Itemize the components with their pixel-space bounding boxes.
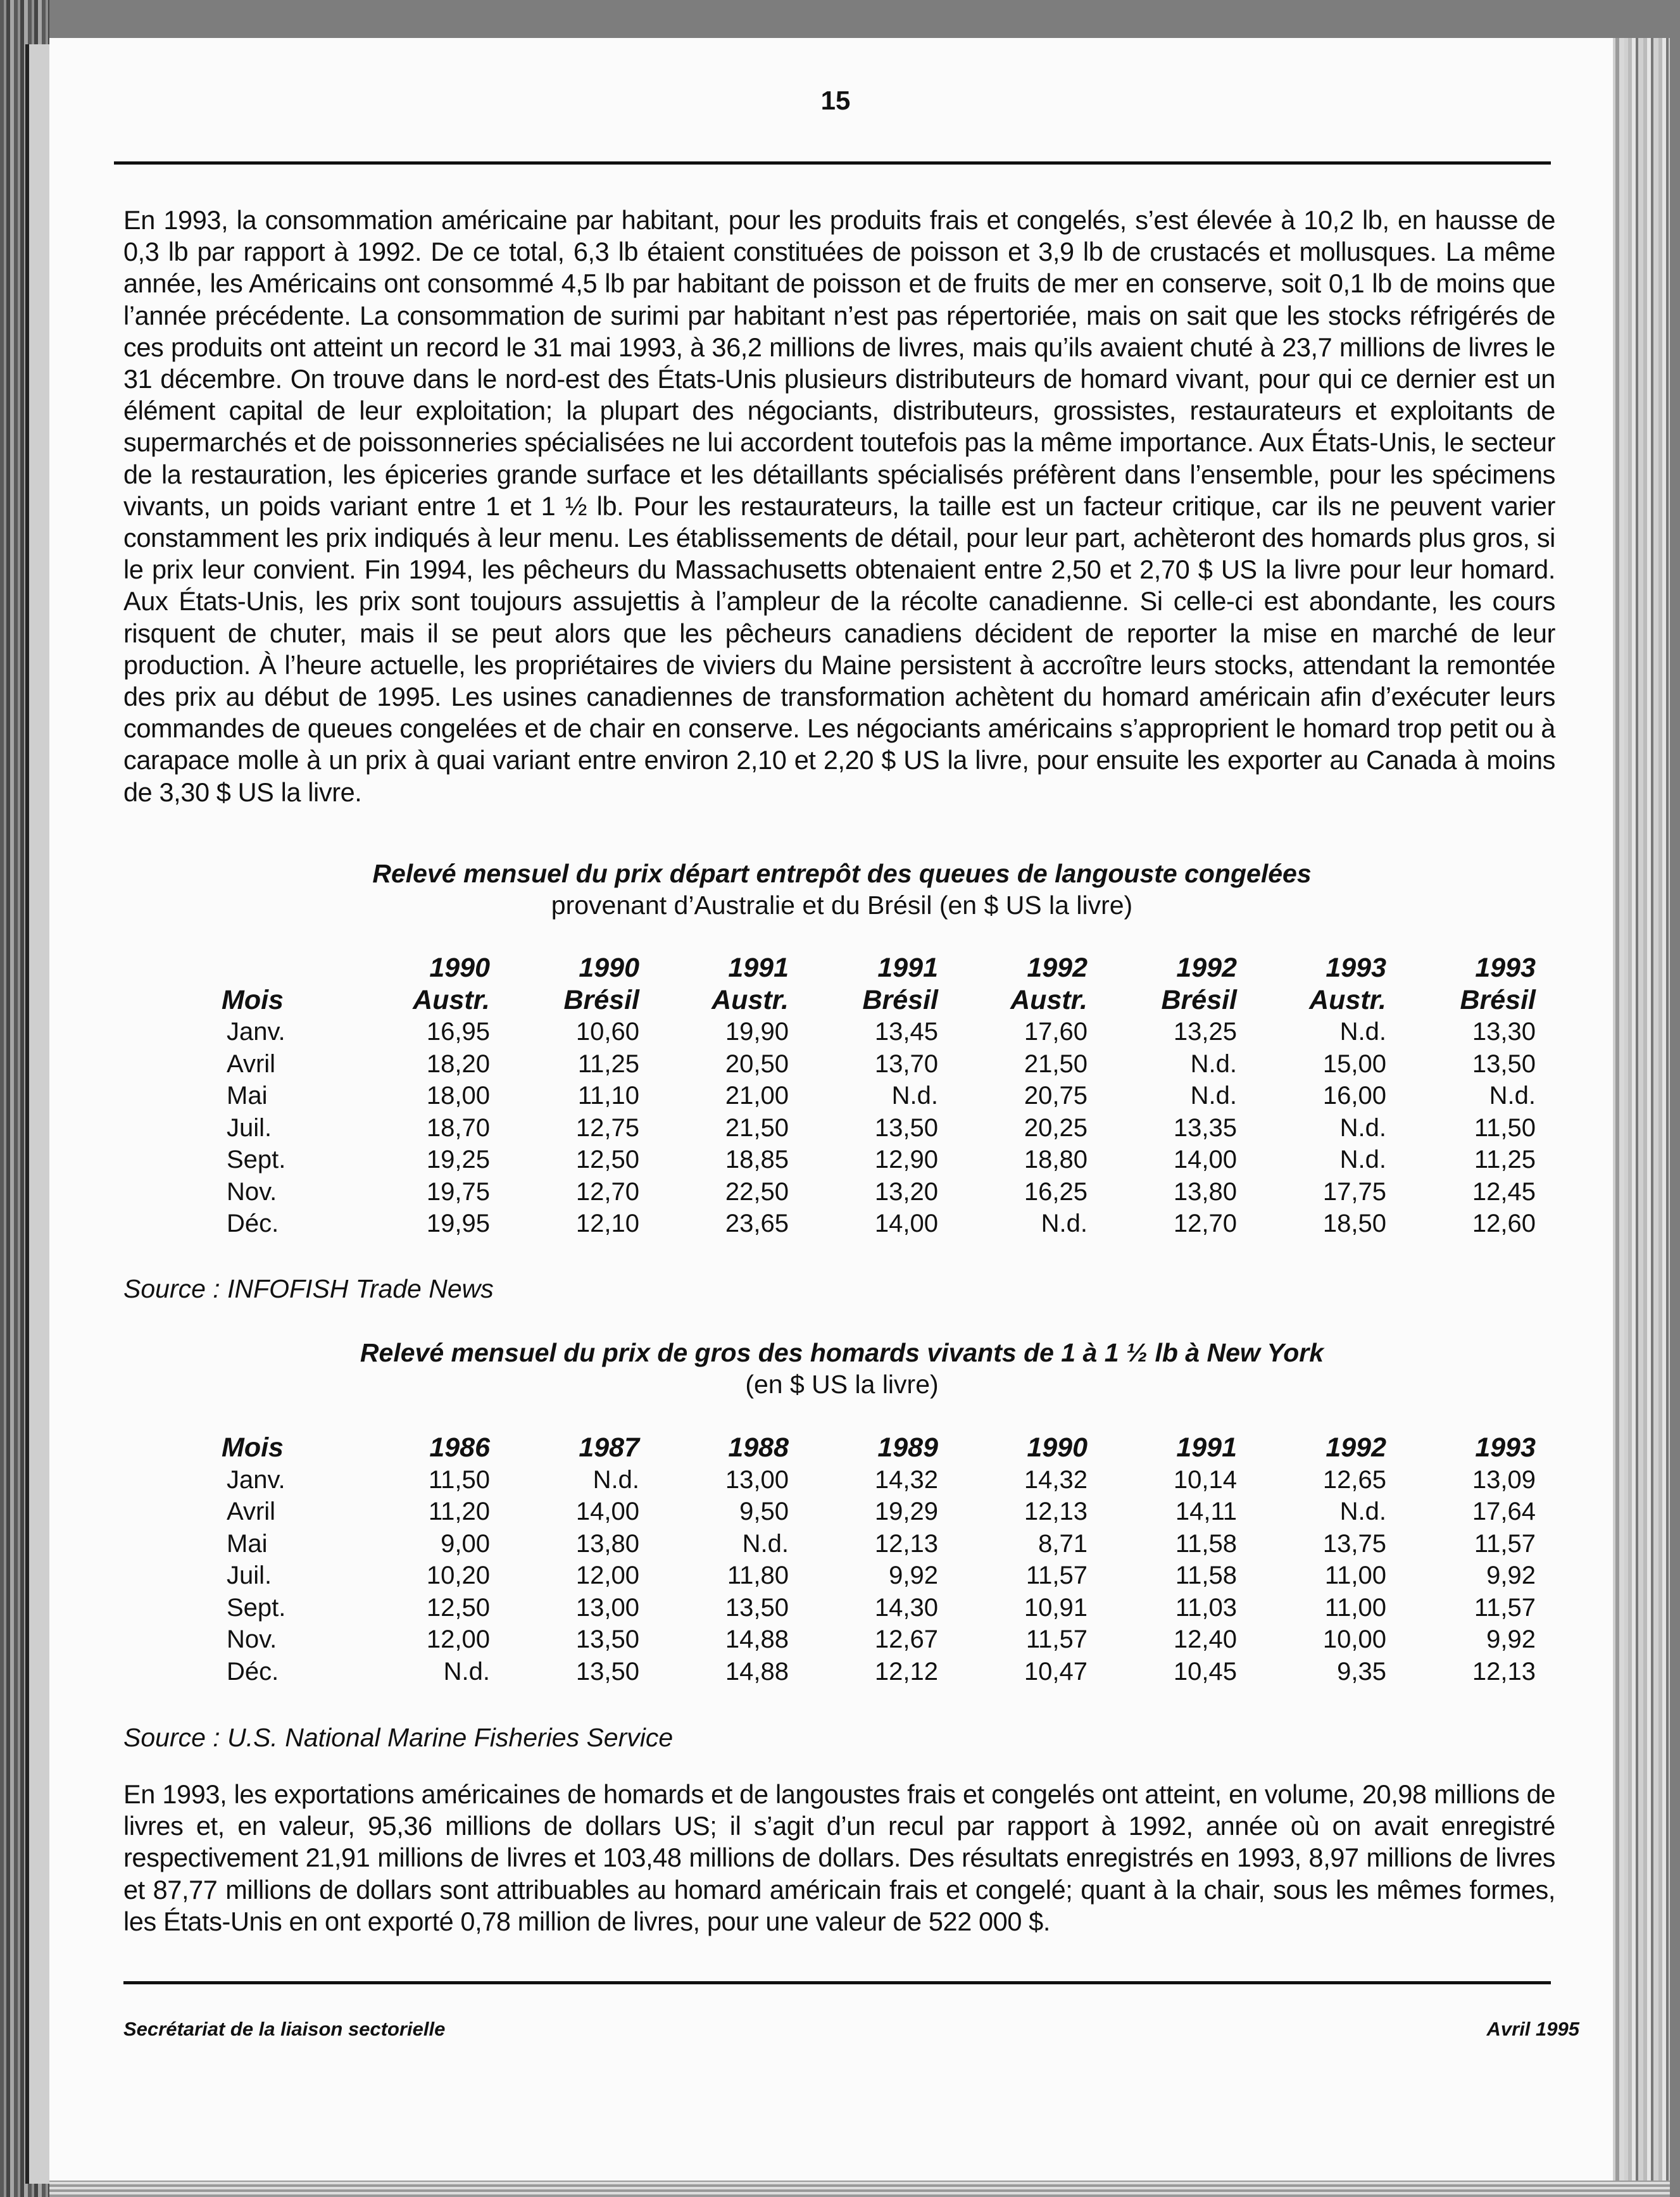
price-cell: 11,57 <box>1025 1562 1088 1589</box>
price-cell: 13,20 <box>874 1177 938 1206</box>
year-header: 1993 <box>1475 953 1536 983</box>
table-1-origin-row <box>222 984 1536 1017</box>
price-cell: N.d. <box>1339 1113 1386 1142</box>
year-header: 1988 <box>728 1432 789 1463</box>
table-1-caption <box>127 858 1557 921</box>
price-cell: 20,25 <box>1024 1113 1088 1142</box>
price-cell: N.d. <box>1041 1210 1088 1237</box>
footer-rule <box>123 1981 1551 1984</box>
table-row <box>222 1464 1536 1496</box>
origin-header: Brésil <box>563 984 639 1015</box>
price-cell: 11,00 <box>1324 1562 1386 1589</box>
price-cell: N.d. <box>1339 1498 1386 1525</box>
year-header: 1991 <box>1176 1432 1237 1463</box>
table-1-year-row <box>222 952 1536 984</box>
price-cell: 14,88 <box>725 1625 789 1653</box>
origin-header: Brésil <box>1460 984 1536 1015</box>
price-cell: 12,90 <box>874 1146 938 1174</box>
table-row <box>222 1080 1536 1112</box>
month-cell: Sept. <box>227 1593 286 1622</box>
month-cell: Sept. <box>227 1146 286 1174</box>
price-cell: 10,20 <box>426 1562 490 1589</box>
price-cell: 12,50 <box>575 1146 639 1174</box>
page-number: 15 <box>820 85 851 115</box>
price-cell: 8,71 <box>1038 1529 1088 1558</box>
price-cell: 13,80 <box>1173 1177 1237 1206</box>
price-cell: 11,25 <box>577 1049 639 1078</box>
table-row <box>222 1624 1536 1656</box>
price-cell: 11,57 <box>1474 1593 1536 1622</box>
price-cell: 19,25 <box>426 1146 490 1174</box>
price-cell: 9,50 <box>739 1498 789 1525</box>
price-cell: 13,35 <box>1173 1113 1237 1142</box>
price-cell: 21,50 <box>1024 1049 1088 1078</box>
table-row <box>222 1592 1536 1624</box>
price-cell: 13,45 <box>874 1018 938 1046</box>
table-row <box>222 1528 1536 1560</box>
table-2-header-row <box>222 1432 1536 1464</box>
month-cell: Juil. <box>227 1562 272 1589</box>
year-header: 1986 <box>429 1432 490 1463</box>
price-cell: 12,40 <box>1173 1625 1237 1653</box>
origin-header: Austr. <box>413 984 490 1015</box>
price-cell: 11,03 <box>1175 1593 1237 1622</box>
price-cell: 18,80 <box>1024 1146 1088 1174</box>
price-cell: 12,67 <box>874 1625 938 1653</box>
price-cell: 16,25 <box>1024 1177 1088 1206</box>
table-row <box>222 1208 1536 1240</box>
price-cell: 22,50 <box>725 1177 789 1206</box>
page-bottom-edge <box>49 2181 1670 2197</box>
price-cell: N.d. <box>891 1082 938 1110</box>
price-cell: 9,92 <box>1486 1625 1536 1653</box>
price-cell: 11,50 <box>1474 1113 1536 1142</box>
footer-organization: Secrétariat de la liaison sectorielle <box>123 2018 446 2040</box>
price-cell: 10,14 <box>1173 1465 1237 1494</box>
month-cell: Janv. <box>227 1018 285 1046</box>
price-cell: 13,50 <box>575 1625 639 1653</box>
month-cell: Mai <box>227 1529 268 1558</box>
origin-header: Brésil <box>862 984 938 1015</box>
price-cell: N.d. <box>1190 1082 1237 1110</box>
price-cell: 12,60 <box>1472 1210 1536 1237</box>
price-cell: 19,95 <box>426 1210 490 1237</box>
price-cell: 11,80 <box>727 1562 789 1589</box>
year-header: 1992 <box>1027 953 1088 983</box>
price-cell: 12,00 <box>575 1562 639 1589</box>
price-cell: 18,00 <box>426 1082 490 1110</box>
price-cell: 10,00 <box>1322 1625 1386 1653</box>
paragraph-consumption: En 1993, la consommation américaine par habitant, pour les produits frais et congelés, s’est élevée à 10,2 lb, en hausse de 0,3 lb par rapport à 1992. De ce total, 6,3 lb étaient constituées de poisson et 3,9 lb de crustacés et mollusques. La même année, les Américains ont consommé 4,5 lb par habitant de poisson et de fruits de mer en conserve, soit 0,1 lb de moins que l’année précédente. La consommation de surimi par habitant n’est pas répertoriée, mais on sait que les stocks réfrigérés de ces produits ont atteint un record le 31 mai 1993, à 36,2 millions de livres, mais qu’ils avaient chuté à 23,7 millions de livres le 31 décembre. On trouve dans le nord-est des États-Unis plusieurs distributeurs de homard vivant, pour qui ce dernier est un élément capital de leur exploitation; la plupart des négociants, distributeurs, grossistes, restaurateurs et exploitants de supermarchés et de poissonneries spécialisées ne lui accordent toutefois pas la même importance. Aux États-Unis, le secteur de la restauration, les épiceries grande surface et les détaillants spécialisés préfèrent dans l’ensemble, pour les spécimens vivants, un poids variant entre 1 et 1 ½ lb. Pour les restaurateurs, la taille est un facteur critique, car ils ne peuvent varier constamment les prix indiqués à leur menu. Les établissements de détail, pour leur part, achèteront des homards plus gros, si le prix leur convient. Fin 1994, les pêcheurs du Massachusetts obtenaient entre 2,50 et 2,70 $ US la livre pour leur homard. Aux États-Unis, les prix sont toujours assujettis à l’ampleur de la récolte canadienne. Si celle-ci est abondante, les cours risquent de chuter, mais il se peut alors que les pêcheurs canadiens décident de reporter la mise en marché de leur production. À l’heure actuelle, les propriétaires de viviers du Maine persistent à accroître leurs stocks, attendant la remontée des prix au début de 1995. Les usines canadiennes de transformation achètent du homard américain afin d’exécuter leurs commandes de queues congelées et de chair en conserve. Les négociants américains s’approprient le homard trop petit ou à carapace molle à un prix à quai variant entre environ 2,10 et 2,20 $ US la livre, pour ensuite les exporter au Canada à moins de 3,30 $ US la livre. <box>123 205 1555 807</box>
price-cell: 19,29 <box>874 1498 938 1525</box>
month-cell: Avril <box>227 1498 276 1525</box>
price-cell: 13,25 <box>1173 1018 1237 1046</box>
table-2-caption <box>127 1337 1557 1400</box>
price-cell: N.d. <box>1339 1146 1386 1174</box>
price-cell: 13,00 <box>725 1465 789 1494</box>
price-cell: 14,00 <box>575 1498 639 1525</box>
price-cell: 12,70 <box>575 1177 639 1206</box>
price-cell: 14,00 <box>874 1210 938 1237</box>
price-cell: 13,00 <box>575 1593 639 1622</box>
price-cell: N.d. <box>1190 1049 1237 1078</box>
price-cell: 14,30 <box>874 1593 938 1622</box>
price-cell: 16,95 <box>426 1018 490 1046</box>
price-cell: 13,80 <box>575 1529 639 1558</box>
year-header: 1991 <box>877 953 938 983</box>
price-cell: 14,32 <box>1024 1465 1088 1494</box>
price-cell: 13,70 <box>874 1049 938 1078</box>
price-cell: 10,60 <box>575 1018 639 1046</box>
price-cell: 23,65 <box>725 1210 789 1237</box>
price-cell: 11,57 <box>1474 1529 1536 1558</box>
price-cell: 9,00 <box>441 1529 490 1558</box>
price-cell: 9,35 <box>1337 1657 1386 1686</box>
price-cell: 18,50 <box>1322 1210 1386 1237</box>
year-header: 1987 <box>579 1432 639 1463</box>
price-cell: 13,09 <box>1472 1465 1536 1494</box>
table-row <box>222 1496 1536 1528</box>
table-row <box>222 1560 1536 1592</box>
table-2-body <box>222 1464 1536 1688</box>
footer-date: Avril 1995 <box>1486 2018 1579 2040</box>
origin-header: Austr. <box>711 984 789 1015</box>
price-cell: 14,88 <box>725 1657 789 1686</box>
price-cell: 14,11 <box>1175 1498 1237 1525</box>
price-cell: 21,50 <box>725 1113 789 1142</box>
month-cell: Janv. <box>227 1465 285 1494</box>
table-2-subtitle: (en $ US la livre) <box>745 1370 939 1399</box>
month-cell: Déc. <box>227 1657 279 1686</box>
page-stack-edge <box>1613 38 1670 2181</box>
price-cell: 13,50 <box>725 1593 789 1622</box>
price-cell: N.d. <box>1489 1082 1536 1110</box>
price-cell: 12,13 <box>874 1529 938 1558</box>
price-cell: 19,90 <box>725 1018 789 1046</box>
price-cell: 18,85 <box>725 1146 789 1174</box>
table-row <box>222 1176 1536 1208</box>
lobster-price-table <box>222 1432 1536 1687</box>
price-cell: 9,92 <box>1486 1562 1536 1589</box>
price-cell: 16,00 <box>1322 1082 1386 1110</box>
table-row <box>222 1048 1536 1080</box>
price-cell: 13,50 <box>575 1657 639 1686</box>
price-cell: 12,10 <box>575 1210 639 1237</box>
price-cell: 11,20 <box>428 1498 490 1525</box>
price-cell: 9,92 <box>889 1562 938 1589</box>
year-header: 1992 <box>1176 953 1237 983</box>
price-cell: 11,58 <box>1175 1529 1237 1558</box>
price-cell: 11,25 <box>1474 1146 1536 1174</box>
year-header: 1993 <box>1475 1432 1536 1463</box>
month-cell: Déc. <box>227 1210 279 1237</box>
price-cell: 17,64 <box>1472 1498 1536 1525</box>
table-row <box>222 1656 1536 1688</box>
price-cell: N.d. <box>742 1529 789 1558</box>
price-cell: 12,70 <box>1173 1210 1237 1237</box>
price-cell: 12,45 <box>1472 1177 1536 1206</box>
origin-header: Austr. <box>1010 984 1088 1015</box>
paragraph-exports: En 1993, les exportations américaines de homards et de langoustes frais et congelés ont atteint, en volume, 20,98 millions de livres et, en valeur, 95,36 millions de dollars US; il s’agit d’un recul par rapport à 1992, année où on avait enregistré respectivement 21,91 millions de livres et 103,48 millions de dollars. Des résultats enregistrés en 1993, 8,97 millions de livres et 87,77 millions de dollars sont attribuables au homard américain frais et congelé; quant à la chair, sous les mêmes formes, les États-Unis en ont exporté 0,78 million de livres, pour une valeur de 522 000 $. <box>123 1779 1555 1936</box>
price-cell: 14,32 <box>874 1465 938 1494</box>
month-cell: Mai <box>227 1082 268 1110</box>
price-cell: 11,00 <box>1324 1593 1386 1622</box>
price-cell: 18,70 <box>426 1113 490 1142</box>
langouste-price-table <box>222 952 1536 1240</box>
price-cell: 12,75 <box>575 1113 639 1142</box>
price-cell: 12,50 <box>426 1593 490 1622</box>
price-cell: 18,20 <box>426 1049 490 1078</box>
table-1-subtitle: provenant d’Australie et du Brésil (en $ US la livre) <box>551 891 1133 920</box>
table-row <box>222 1144 1536 1176</box>
table-row <box>222 1112 1536 1144</box>
price-cell: N.d. <box>1339 1018 1386 1046</box>
price-cell: 17,75 <box>1322 1177 1386 1206</box>
price-cell: 12,00 <box>426 1625 490 1653</box>
price-cell: 17,60 <box>1024 1018 1088 1046</box>
month-cell: Nov. <box>227 1177 277 1206</box>
table-1-body <box>222 1016 1536 1240</box>
price-cell: 21,00 <box>725 1082 789 1110</box>
price-cell: 15,00 <box>1322 1049 1386 1078</box>
month-header: Mois <box>222 1432 284 1463</box>
price-cell: 11,57 <box>1025 1625 1088 1653</box>
price-cell: 12,13 <box>1472 1657 1536 1686</box>
origin-header: Brésil <box>1161 984 1237 1015</box>
year-header: 1993 <box>1326 953 1386 983</box>
price-cell: 14,00 <box>1173 1146 1237 1174</box>
year-header: 1990 <box>429 953 490 983</box>
price-cell: 13,50 <box>874 1113 938 1142</box>
month-cell: Avril <box>227 1049 276 1078</box>
header-rule <box>114 161 1551 165</box>
table-row <box>222 1016 1536 1048</box>
price-cell: 13,50 <box>1472 1049 1536 1078</box>
price-cell: 11,58 <box>1175 1562 1237 1589</box>
table-1-source: Source : INFOFISH Trade News <box>123 1274 494 1303</box>
price-cell: 10,45 <box>1173 1657 1237 1686</box>
price-cell: 11,10 <box>577 1082 639 1110</box>
year-header: 1991 <box>728 953 789 983</box>
table-2-title: Relevé mensuel du prix de gros des homards vivants de 1 à 1 ½ lb à New York <box>360 1338 1324 1367</box>
price-cell: 19,75 <box>426 1177 490 1206</box>
price-cell: 12,13 <box>1024 1498 1088 1525</box>
origin-header: Austr. <box>1309 984 1386 1015</box>
price-cell: 12,12 <box>874 1657 938 1686</box>
price-cell: 10,47 <box>1024 1657 1088 1686</box>
price-cell: 20,50 <box>725 1049 789 1078</box>
year-header: 1989 <box>877 1432 938 1463</box>
price-cell: 12,65 <box>1322 1465 1386 1494</box>
month-header: Mois <box>222 984 284 1015</box>
price-cell: N.d. <box>592 1465 639 1494</box>
price-cell: 13,30 <box>1472 1018 1536 1046</box>
month-cell: Juil. <box>227 1113 272 1142</box>
price-cell: 11,50 <box>428 1465 490 1494</box>
price-cell: 13,75 <box>1322 1529 1386 1558</box>
year-header: 1990 <box>579 953 639 983</box>
table-1-title: Relevé mensuel du prix départ entrepôt des queues de langouste congelées <box>372 859 1312 888</box>
price-cell: N.d. <box>443 1657 490 1686</box>
price-cell: 20,75 <box>1024 1082 1088 1110</box>
table-2-source: Source : U.S. National Marine Fisheries Service <box>123 1723 674 1752</box>
month-cell: Nov. <box>227 1625 277 1653</box>
price-cell: 10,91 <box>1024 1593 1088 1622</box>
year-header: 1992 <box>1326 1432 1386 1463</box>
year-header: 1990 <box>1027 1432 1088 1463</box>
